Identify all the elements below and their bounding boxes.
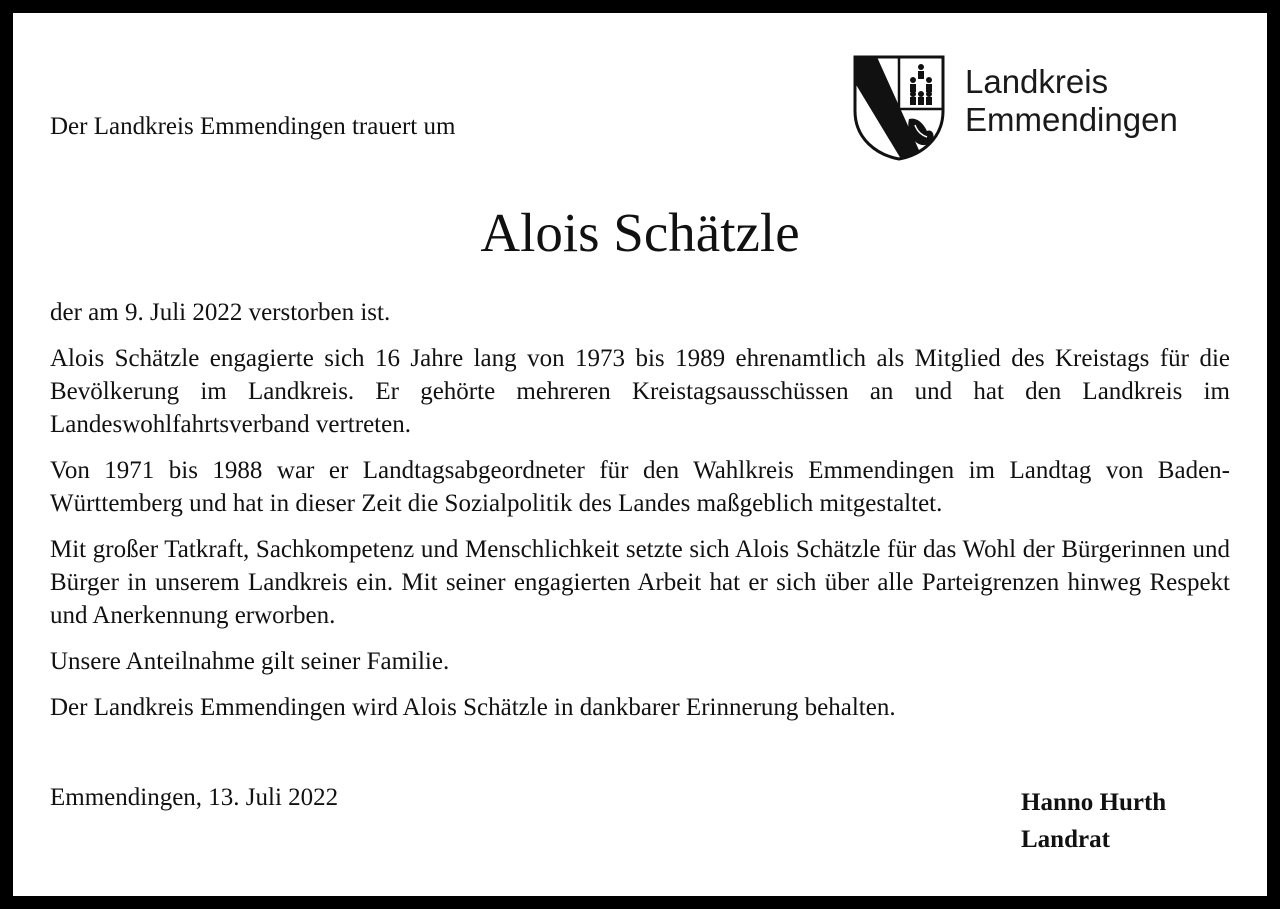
coat-of-arms-icon [851,53,947,163]
district-logo [851,53,1231,163]
paragraph-1: der am 9. Juli 2022 verstorben ist. [50,299,391,326]
intro-text: Der Landkreis Emmendingen trauert um [50,113,456,140]
obituary-body [50,296,1230,737]
deceased-name: Alois Schätzle [480,202,800,263]
paragraph-5: Unsere Anteilnahme gilt seiner Familie. [50,648,450,675]
paragraph-4: Mit großer Tatkraft, Sachkompetenz und Menschlichkeit setzte sich Alois Schätzle für das Wohl der Bürgerinnen und Bürger in unserem Landkreis ein. Mit seiner engagierten Arbeit hat er sich über alle Parteigrenzen hinweg Respekt und Anerkennung erworben. [50,536,1230,629]
logo-line-2: Emmendingen [965,101,1178,138]
paragraph-6: Der Landkreis Emmendingen wird Alois Schätzle in dankbarer Erinnerung behalten. [50,694,896,721]
signer-name: Hanno Hurth [1021,789,1167,816]
signer-title: Landrat [1021,826,1110,853]
obituary-notice [13,13,1267,896]
signature-block [1021,784,1166,858]
paragraph-2: Alois Schätzle engagierte sich 16 Jahre lang von 1973 bis 1989 ehrenamtlich als Mitglied des Kreistags für die Bevölkerung im Landkreis. Er gehörte mehreren Kreistagsausschüssen an und hat den Landkreis im Landeswohlfahrtsverband vertreten. [50,345,1230,438]
paragraph-3: Von 1971 bis 1988 war er Landtagsabgeordneter für den Wahlkreis Emmendingen im Landtag von Baden-Württemberg und hat in dieser Zeit die Sozialpolitik des Landes maßgeblich mitgestaltet. [50,457,1230,517]
logo-wordmark [965,63,1178,139]
logo-line-1: Landkreis [965,63,1109,100]
place-date: Emmendingen, 13. Juli 2022 [50,784,339,811]
